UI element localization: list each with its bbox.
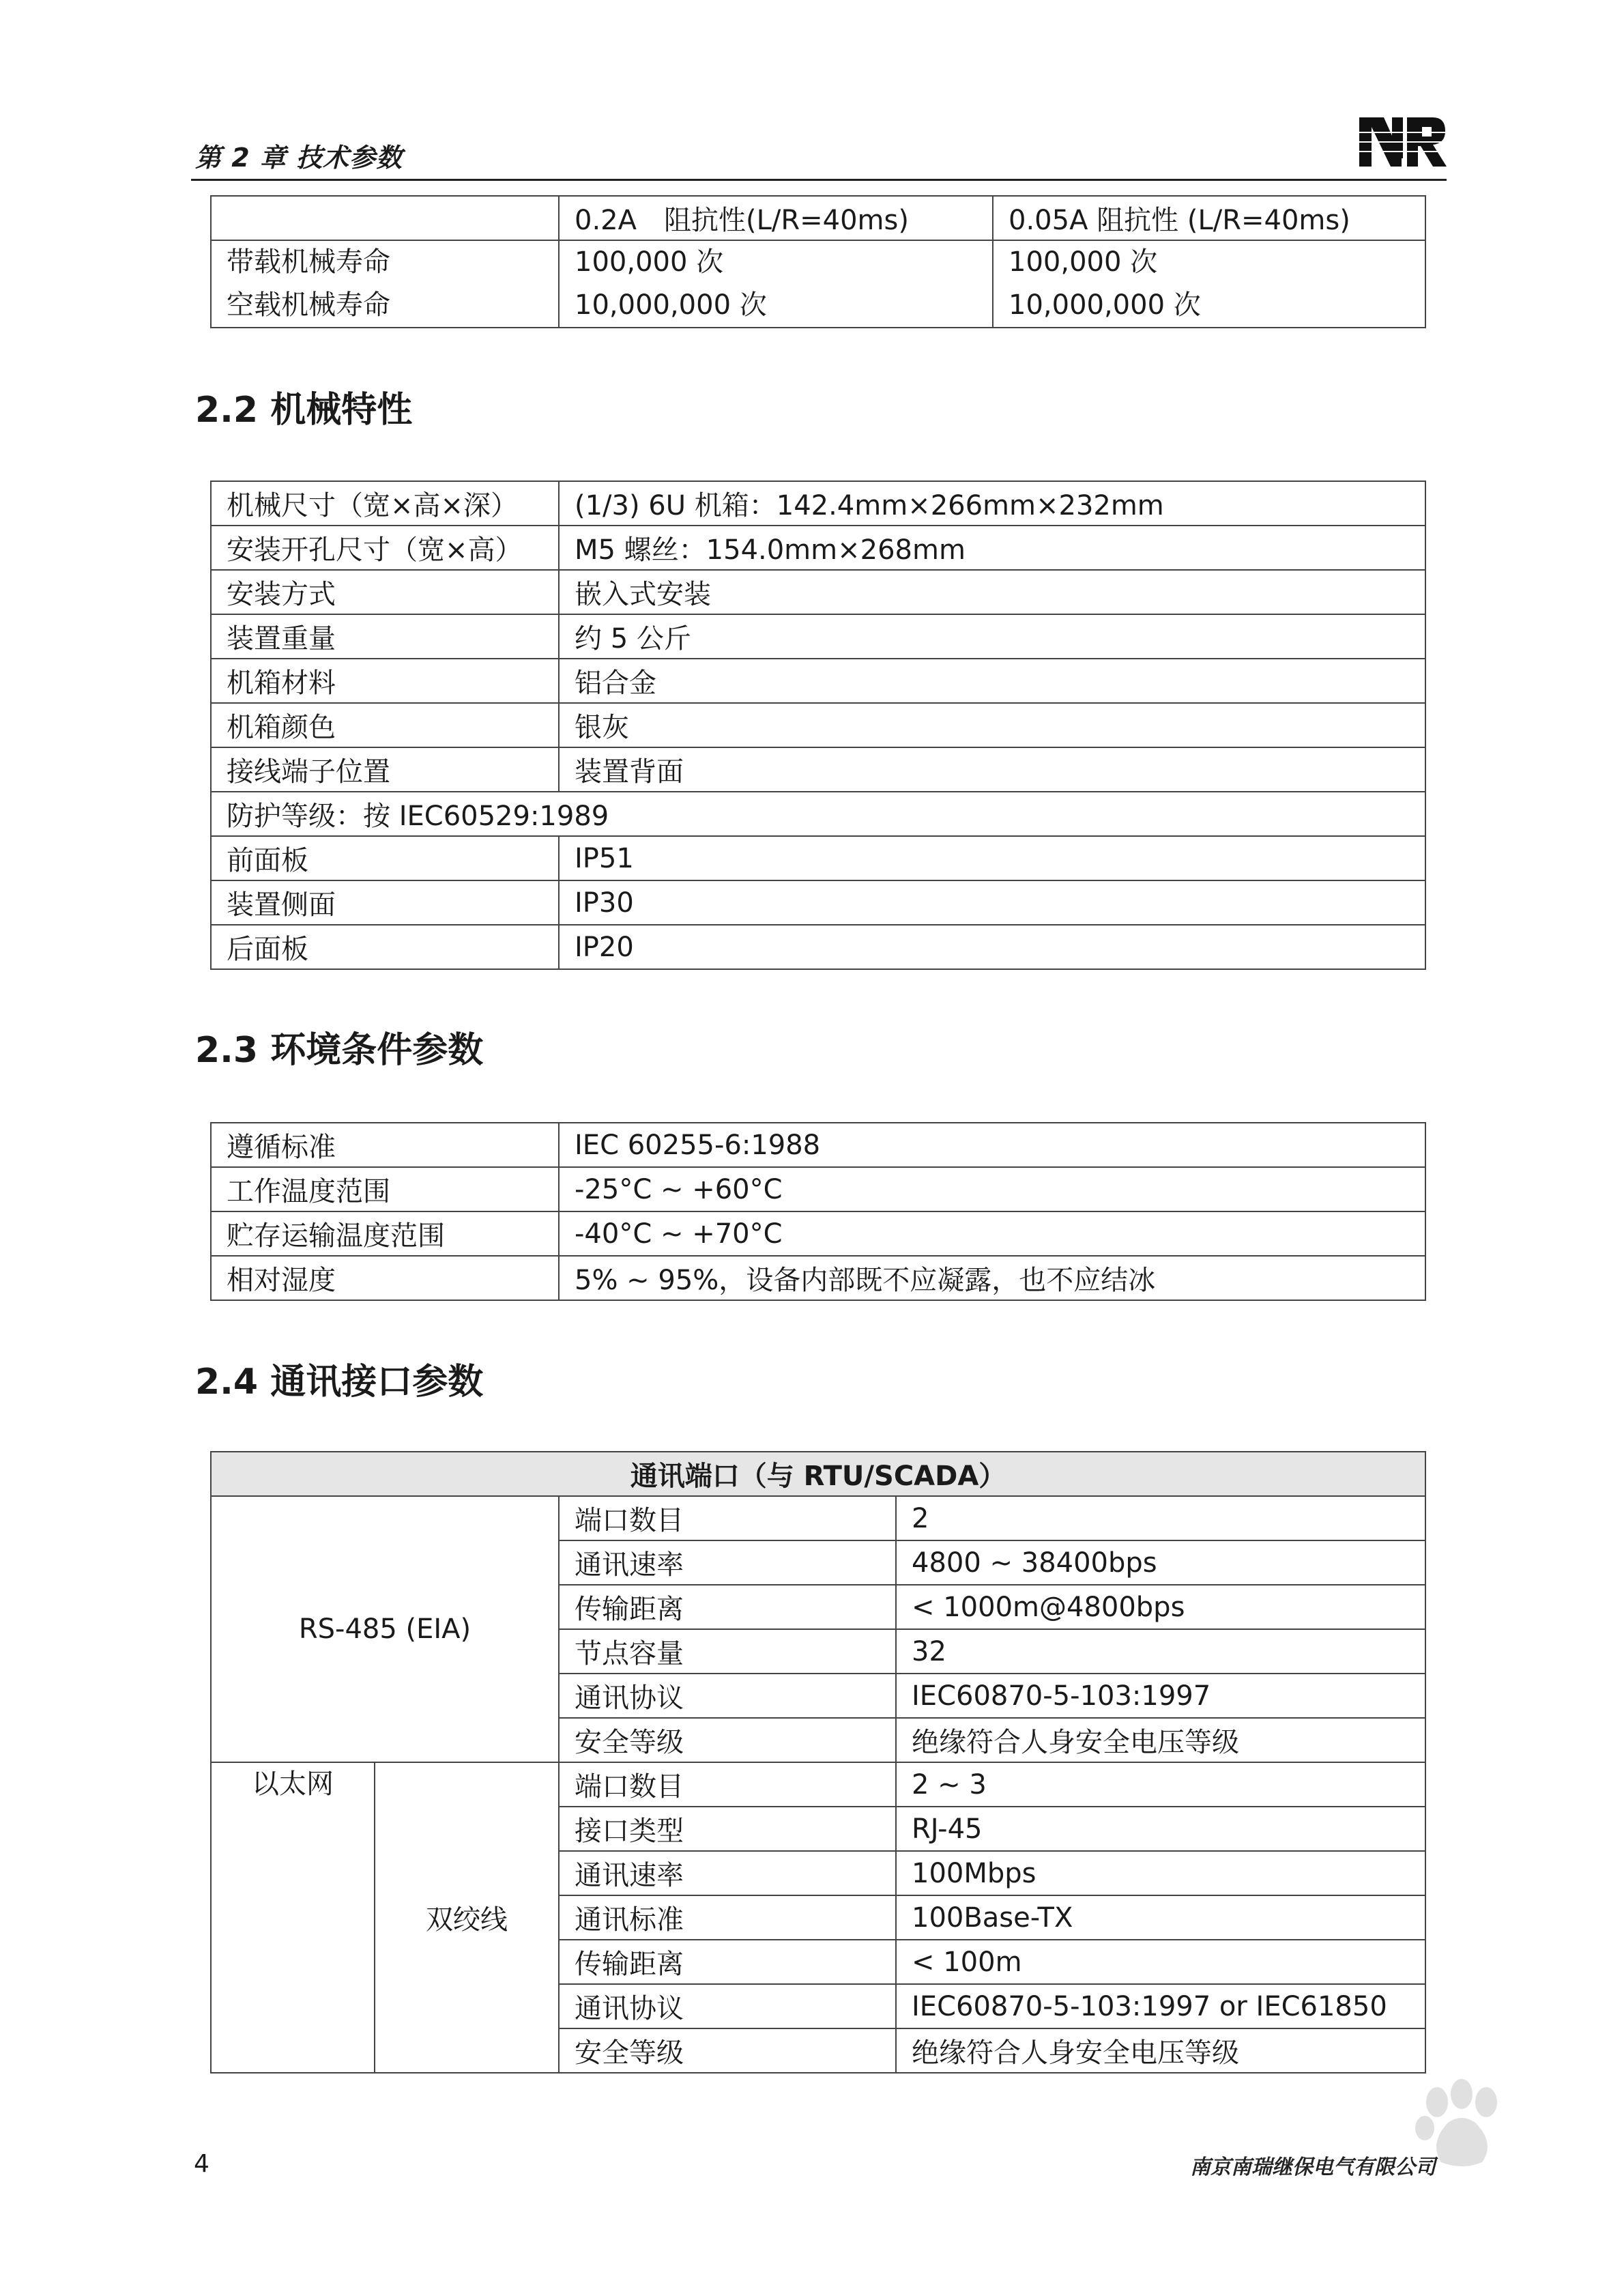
cell-value: 铝合金 <box>559 659 1425 703</box>
table-cell: 0.05A 阻抗性 (L/R=40ms) <box>993 196 1425 240</box>
cell-value: 10,000,000 次 <box>575 289 767 321</box>
table-cell: 0.2A 阻抗性(L/R=40ms) <box>559 196 993 240</box>
param-value: 4800 ~ 38400bps <box>896 1540 1425 1585</box>
cell-value: IP51 <box>559 836 1425 880</box>
row-label: 相对湿度 <box>211 1256 559 1300</box>
cell-value: 嵌入式安装 <box>559 570 1425 614</box>
row-label: 机械尺寸（宽×高×深） <box>211 481 559 526</box>
section-title-2-4: 2.4 通讯接口参数 <box>195 1362 484 1403</box>
footer-company: 南京南瑞继保电气有限公司 <box>1190 2155 1436 2179</box>
table-row <box>211 481 1425 526</box>
param-label: 通讯协议 <box>559 1984 896 2028</box>
table-row <box>211 196 1425 240</box>
param-label: 通讯速率 <box>559 1540 896 1585</box>
ethernet-label <box>211 1762 375 2073</box>
param-value: 32 <box>896 1629 1425 1674</box>
table-row <box>211 240 1425 328</box>
cell-value: 10,000,000 次 <box>1009 289 1201 321</box>
row-label: 空载机械寿命 <box>227 289 390 321</box>
cell-value: M5 螺丝：154.0mm×268mm <box>559 526 1425 570</box>
cell-value: IP20 <box>559 925 1425 969</box>
param-value: 100Base-TX <box>896 1895 1425 1940</box>
row-label: 遵循标准 <box>211 1123 559 1167</box>
cell-value: 100,000 次 <box>575 246 724 278</box>
cell-value: 银灰 <box>559 703 1425 747</box>
table-row <box>211 526 1425 570</box>
cell-value: (1/3) 6U 机箱：142.4mm×266mm×232mm <box>559 481 1425 526</box>
contact-table <box>210 195 1426 328</box>
table-row <box>211 836 1425 880</box>
param-label: 通讯协议 <box>559 1674 896 1718</box>
table-row <box>211 1123 1425 1167</box>
param-value: 绝缘符合人身安全电压等级 <box>896 2028 1425 2073</box>
param-value: 2 ~ 3 <box>896 1762 1425 1807</box>
table-cell <box>211 196 559 240</box>
row-label: 机箱材料 <box>211 659 559 703</box>
param-label: 接口类型 <box>559 1807 896 1851</box>
row-label: 装置重量 <box>211 614 559 659</box>
cell-value: -25°C ~ +60°C <box>559 1167 1425 1211</box>
param-value: RJ-45 <box>896 1807 1425 1851</box>
table-row <box>211 1762 1425 1807</box>
chapter-title: 第 2 章 技术参数 <box>195 143 403 173</box>
row-label: 前面板 <box>211 836 559 880</box>
table-row <box>211 1256 1425 1300</box>
param-value: 绝缘符合人身安全电压等级 <box>896 1718 1425 1762</box>
row-label: 机箱颜色 <box>211 703 559 747</box>
table-header: 通讯端口（与 RTU/SCADA） <box>211 1452 1425 1496</box>
param-label: 安全等级 <box>559 2028 896 2073</box>
table-cell <box>211 240 559 328</box>
row-label: 后面板 <box>211 925 559 969</box>
table-cell <box>993 240 1425 328</box>
table-row <box>211 1452 1425 1496</box>
communication-table <box>210 1451 1426 2073</box>
table-row <box>211 792 1425 836</box>
table-row <box>211 1211 1425 1256</box>
param-value: IEC60870-5-103:1997 <box>896 1674 1425 1718</box>
table-row <box>211 1496 1425 1540</box>
ethernet-name: 以太网 <box>252 1768 334 1800</box>
cell-value: 5% ~ 95%，设备内部既不应凝露，也不应结冰 <box>559 1256 1425 1300</box>
table-row <box>211 1167 1425 1211</box>
row-label: 工作温度范围 <box>211 1167 559 1211</box>
param-label: 传输距离 <box>559 1585 896 1629</box>
table-row <box>211 614 1425 659</box>
medium-label: 双绞线 <box>375 1762 559 2073</box>
section-title-2-3: 2.3 环境条件参数 <box>195 1030 484 1071</box>
nr-logo-icon <box>1357 112 1449 171</box>
cell-value: 装置背面 <box>559 747 1425 792</box>
page-number: 4 <box>194 2150 209 2178</box>
row-label: 装置侧面 <box>211 880 559 925</box>
row-label: 安装方式 <box>211 570 559 614</box>
param-label: 传输距离 <box>559 1940 896 1984</box>
table-row <box>211 570 1425 614</box>
param-value: < 100m <box>896 1940 1425 1984</box>
cell-value: IEC 60255-6:1988 <box>559 1123 1425 1167</box>
header-rule <box>191 179 1447 181</box>
param-label: 通讯速率 <box>559 1851 896 1895</box>
cell-value: 100,000 次 <box>1009 246 1158 278</box>
mechanical-table <box>210 480 1426 970</box>
row-label: 贮存运输温度范围 <box>211 1211 559 1256</box>
param-label: 节点容量 <box>559 1629 896 1674</box>
row-label: 带载机械寿命 <box>227 246 390 278</box>
rs485-label: RS-485 (EIA) <box>211 1496 559 1762</box>
table-row <box>211 880 1425 925</box>
row-label: 安装开孔尺寸（宽×高） <box>211 526 559 570</box>
table-row <box>211 925 1425 969</box>
table-row <box>211 659 1425 703</box>
param-label: 端口数目 <box>559 1762 896 1807</box>
protection-header: 防护等级：按 IEC60529:1989 <box>211 792 1425 836</box>
cell-value: -40°C ~ +70°C <box>559 1211 1425 1256</box>
param-value: 2 <box>896 1496 1425 1540</box>
environment-table <box>210 1122 1426 1301</box>
row-label: 接线端子位置 <box>211 747 559 792</box>
param-label: 端口数目 <box>559 1496 896 1540</box>
table-row <box>211 747 1425 792</box>
section-title-2-2: 2.2 机械特性 <box>195 390 413 431</box>
param-label: 通讯标准 <box>559 1895 896 1940</box>
param-value: < 1000m@4800bps <box>896 1585 1425 1629</box>
cell-value: IP30 <box>559 880 1425 925</box>
table-row <box>211 703 1425 747</box>
param-label: 安全等级 <box>559 1718 896 1762</box>
param-value: 100Mbps <box>896 1851 1425 1895</box>
param-value: IEC60870-5-103:1997 or IEC61850 <box>896 1984 1425 2028</box>
cell-value: 约 5 公斤 <box>559 614 1425 659</box>
table-cell <box>559 240 993 328</box>
